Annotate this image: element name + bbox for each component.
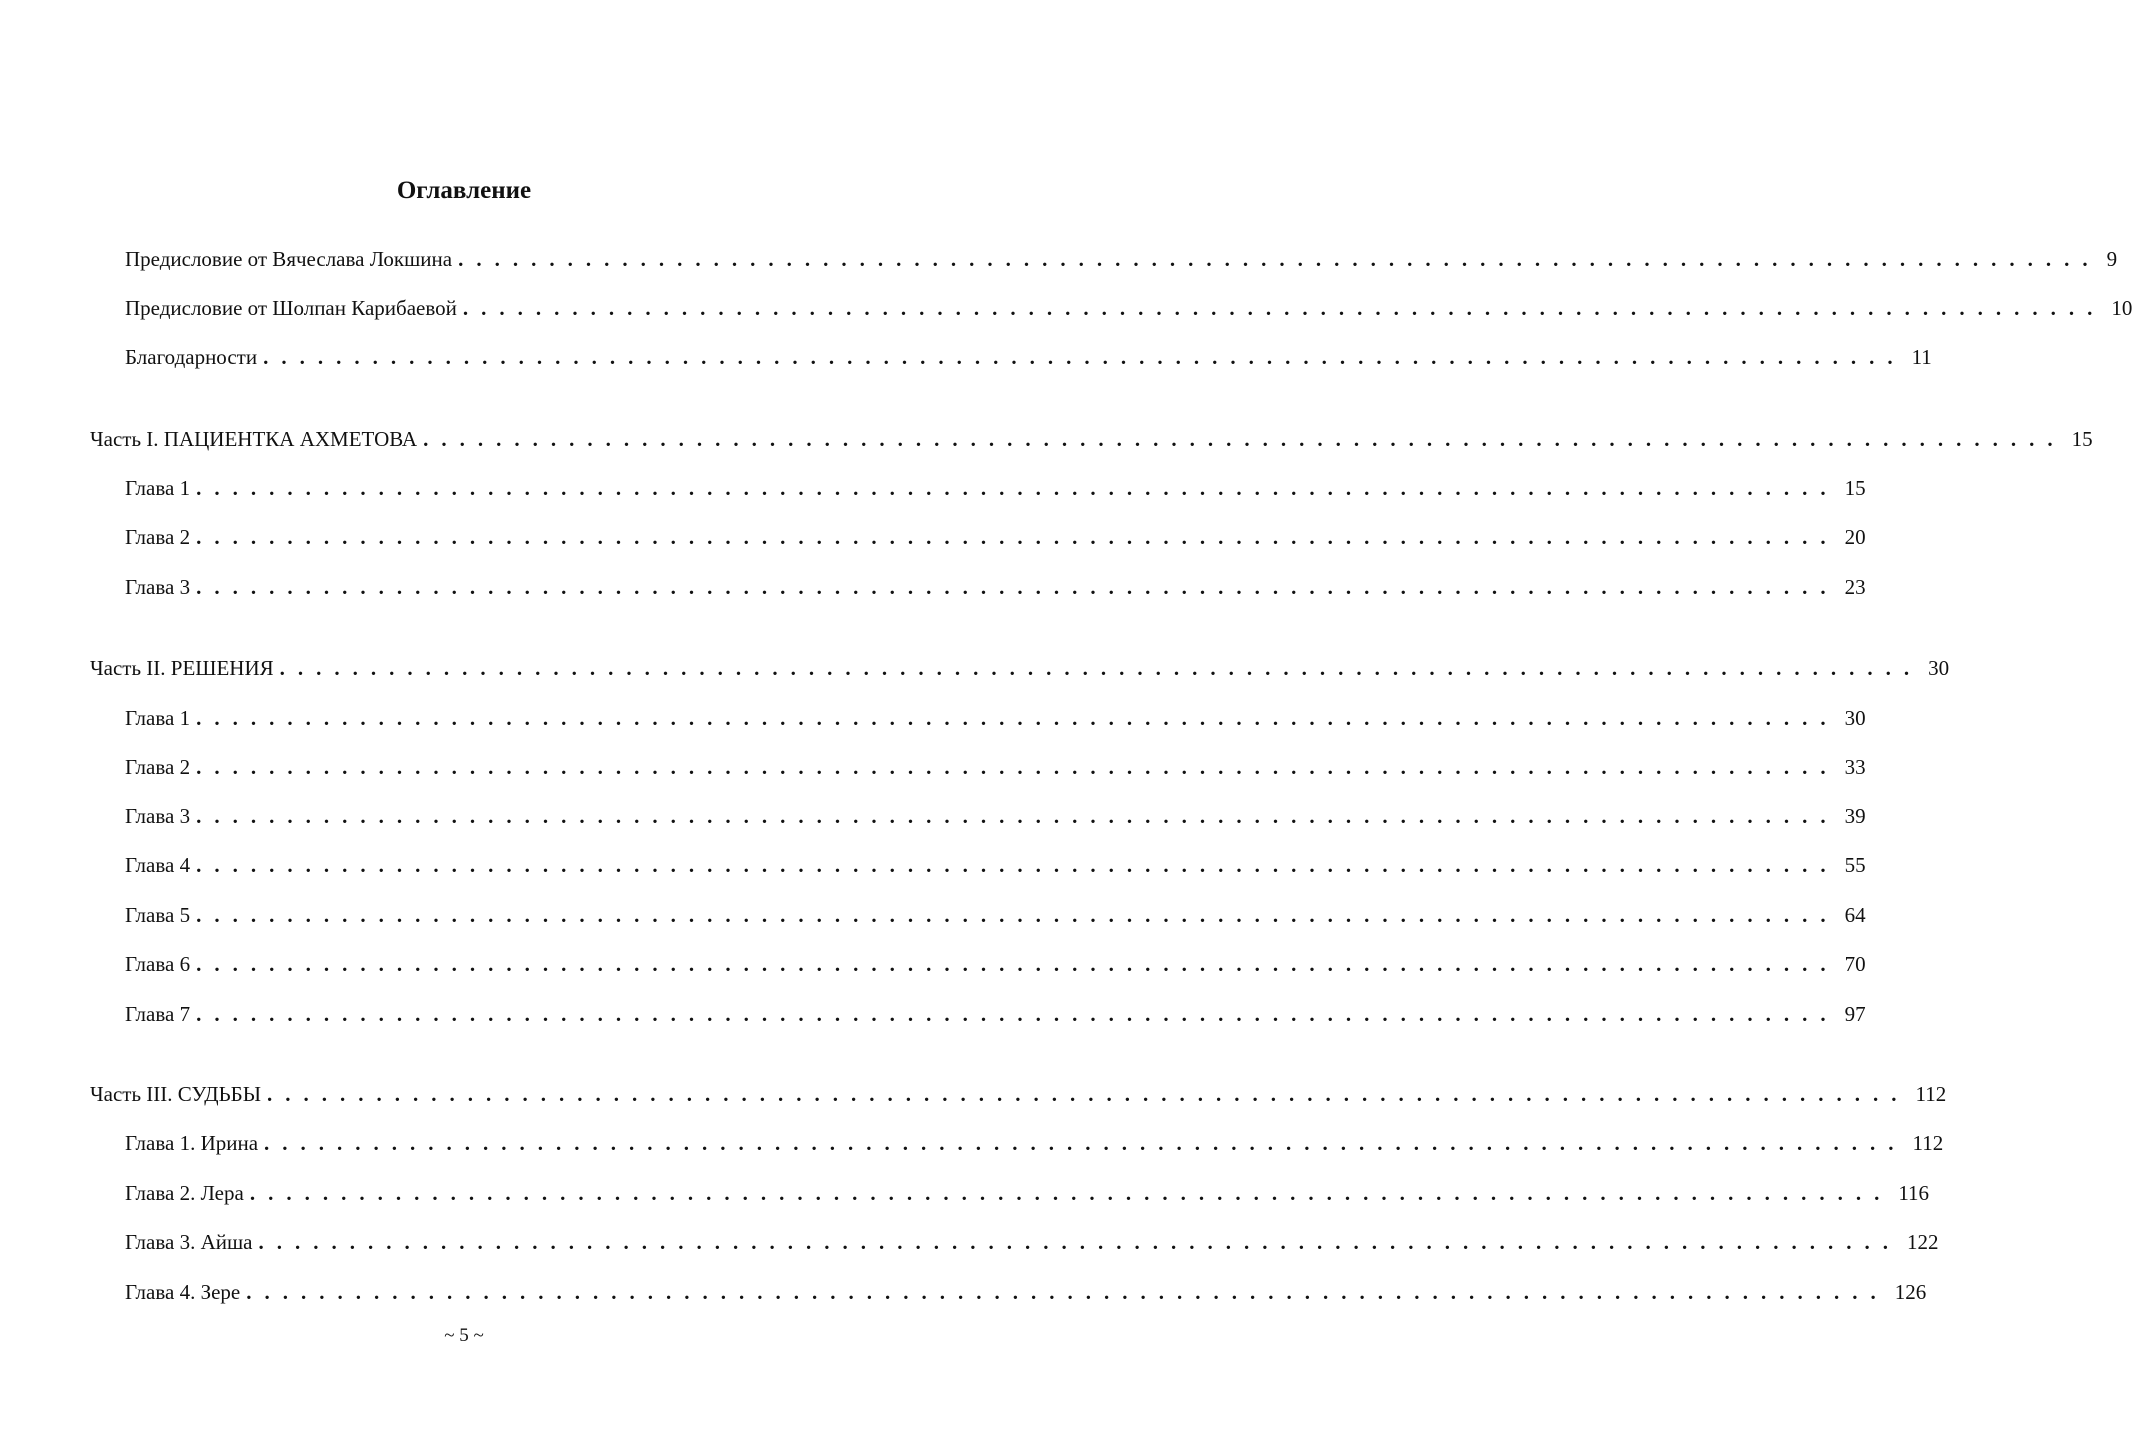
toc-entry bbox=[125, 701, 1866, 735]
toc-entry-page: 33 bbox=[1844, 755, 1866, 779]
toc-entry-label: Глава 2. Лера bbox=[125, 1181, 244, 1205]
toc-entry-page: 9 bbox=[2106, 247, 2118, 271]
dot-leader: .......................................................................................... bbox=[196, 903, 1839, 927]
toc-entry-label: Часть II. РЕШЕНИЯ bbox=[90, 656, 274, 680]
toc-entry-page: 112 bbox=[1912, 1131, 1944, 1155]
dot-leader: .......................................................................................... bbox=[264, 1131, 1907, 1155]
toc-entry-label: Часть III. СУДЬБЫ bbox=[90, 1082, 262, 1106]
toc-entry-page: 11 bbox=[1911, 345, 1932, 369]
page-title: Оглавление bbox=[396, 177, 532, 204]
dot-leader: .......................................................................................... bbox=[279, 656, 1923, 680]
toc-entry bbox=[125, 291, 2132, 325]
dot-leader: .......................................................................................... bbox=[462, 296, 2106, 320]
toc-entry-page: 55 bbox=[1844, 853, 1866, 877]
toc-entry bbox=[125, 750, 1866, 784]
dot-leader: .......................................................................................... bbox=[196, 575, 1839, 599]
toc-part-entry bbox=[90, 1077, 1947, 1111]
toc-entry bbox=[125, 471, 1866, 505]
toc-entry-page: 20 bbox=[1844, 525, 1866, 549]
toc-part-entry bbox=[90, 422, 2093, 456]
page-number: ~ 5 ~ bbox=[444, 1325, 484, 1346]
toc-entry-label: Глава 3. Айша bbox=[125, 1230, 253, 1254]
toc-entry bbox=[125, 799, 1866, 833]
toc-entry-label: Глава 1. Ирина bbox=[125, 1131, 259, 1155]
toc-entry bbox=[125, 1176, 1930, 1210]
dot-leader: .......................................................................................... bbox=[196, 706, 1839, 730]
toc-entry bbox=[125, 1126, 1944, 1160]
toc-entry-label: Глава 4 bbox=[125, 853, 191, 877]
toc-entry-label: Глава 6 bbox=[125, 952, 191, 976]
toc-entry bbox=[125, 340, 1932, 374]
toc-part-entry bbox=[90, 651, 1950, 685]
toc-entry-page: 30 bbox=[1928, 656, 1950, 680]
dot-leader: .......................................................................................... bbox=[249, 1181, 1893, 1205]
toc-entry-label: Часть I. ПАЦИЕНТКА АХМЕТОВА bbox=[90, 427, 418, 451]
toc-entry bbox=[125, 997, 1866, 1031]
toc-entry-page: 112 bbox=[1915, 1082, 1947, 1106]
toc-entry-page: 23 bbox=[1844, 575, 1866, 599]
toc-entry-label: Благодарности bbox=[125, 345, 258, 369]
toc-entry-label: Глава 7 bbox=[125, 1002, 191, 1026]
dot-leader: .......................................................................................... bbox=[196, 804, 1839, 828]
toc-entry-page: 15 bbox=[1844, 476, 1866, 500]
toc-entry-page: 15 bbox=[2071, 427, 2093, 451]
toc-entry-page: 70 bbox=[1844, 952, 1866, 976]
toc-entry bbox=[125, 1275, 1927, 1309]
dot-leader: .......................................................................................... bbox=[196, 525, 1839, 549]
dot-leader: .......................................................................................... bbox=[196, 1002, 1839, 1026]
toc-entry-label: Глава 5 bbox=[125, 903, 191, 927]
toc-entry bbox=[125, 242, 2118, 276]
toc-entry-label: Глава 1 bbox=[125, 706, 191, 730]
dot-leader: .......................................................................................... bbox=[267, 1082, 1910, 1106]
toc-entry bbox=[125, 898, 1866, 932]
toc-entry bbox=[125, 1225, 1939, 1259]
toc-entry bbox=[125, 520, 1866, 554]
toc-entry-label: Предисловие от Вячеслава Локшина bbox=[125, 247, 453, 271]
toc-entry-label: Глава 1 bbox=[125, 476, 191, 500]
dot-leader: .......................................................................................... bbox=[196, 952, 1839, 976]
toc-entry-page: 122 bbox=[1906, 1230, 1939, 1254]
toc-entry-label: Глава 4. Зере bbox=[125, 1280, 241, 1304]
toc-entry-label: Глава 3 bbox=[125, 804, 191, 828]
toc-entry bbox=[125, 947, 1866, 981]
dot-leader: .......................................................................................... bbox=[423, 427, 2066, 451]
toc-entry-label: Глава 3 bbox=[125, 575, 191, 599]
toc-entry-page: 64 bbox=[1844, 903, 1866, 927]
dot-leader: .......................................................................................... bbox=[196, 755, 1839, 779]
toc-entry-page: 10 bbox=[2111, 296, 2132, 320]
dot-leader: .......................................................................................... bbox=[263, 345, 1906, 369]
dot-leader: .......................................................................................... bbox=[196, 476, 1839, 500]
dot-leader: .......................................................................................... bbox=[196, 853, 1839, 877]
toc-entry bbox=[125, 570, 1866, 604]
dot-leader: .......................................................................................... bbox=[258, 1230, 1901, 1254]
toc-entry-page: 126 bbox=[1894, 1280, 1927, 1304]
toc-entry-page: 116 bbox=[1898, 1181, 1930, 1205]
dot-leader: .......................................................................................... bbox=[458, 247, 2101, 271]
toc-entry-label: Глава 2 bbox=[125, 525, 191, 549]
toc-entry-page: 39 bbox=[1844, 804, 1866, 828]
toc-entry-label: Глава 2 bbox=[125, 755, 191, 779]
toc-entry-page: 30 bbox=[1844, 706, 1866, 730]
dot-leader: .......................................................................................... bbox=[246, 1280, 1889, 1304]
toc-entry bbox=[125, 848, 1866, 882]
toc-entry-label: Предисловие от Шолпан Карибаевой bbox=[125, 296, 457, 320]
toc-entry-page: 97 bbox=[1844, 1002, 1866, 1026]
